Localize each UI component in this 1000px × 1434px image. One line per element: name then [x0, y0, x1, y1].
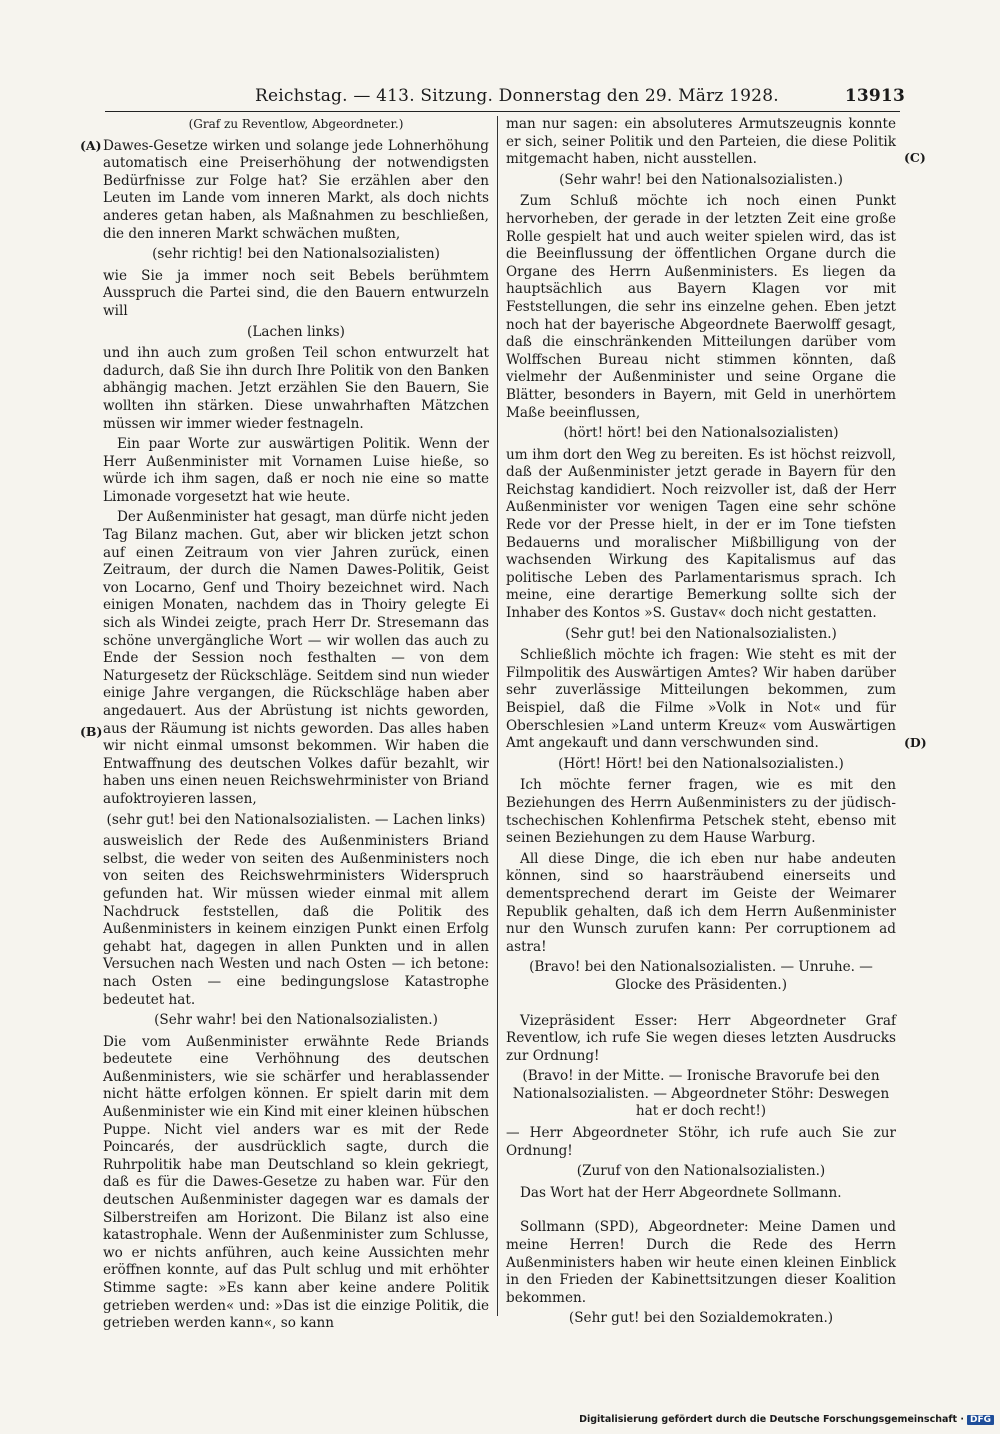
paragraph: — Herr Abgeordneter Stöhr, ich rufe auch Sie zur Ordnung! [506, 1125, 896, 1159]
paragraph: Ich möchte ferner fragen, wie es mit den Beziehungen des Herrn Außenministers zu der jüdisch-tschechischen Kohlenfirma Petschek steht, ebenso mit seinen Beziehungen zu dem Hause Warburg. [506, 777, 896, 847]
paragraph: Der Außenminister hat gesagt, man dürfe nicht jeden Tag Bilanz machen. Gut, aber wir blicken jetzt schon auf einen Zeitraum von vier Jahren zurück, einen Zeitraum, der durch die Namen Dawes-Politik, Geist von Locarno, Genf und Thoiry bezeichnet wird. Nach einigen Monaten, nachdem das in Thoiry gelegte Ei sich als Windei zeigte, prach Herr Dr. Stresemann das schöne unvergängliche Wort — wir wollen das auch zu Ende der Session noch festhalten — von dem Naturgesetz der Rückschläge. Seitdem sind nun wieder einige Jahre vergangen, die Rückschläge haben aber angedauert. Aus der Abrüstung ist nichts geworden, aus der Räumung ist nichts geworden. Das alles haben wir nicht einmal umsonst bekommen. Wir haben die Entwaffnung des deutschen Volkes dafür bezahlt, wir haben uns einen neuen Reichswehrminister von Briand aufoktroyieren lassen, [103, 509, 489, 807]
paragraph: All diese Dinge, die ich eben nur habe andeuten können, sind so haarsträubend einerseits und dementsprechend derart im Geiste der Weimarer Republik gehalten, daß ich dem Herrn Außenminister nur den Wunsch zurufen kann: Per corruptionem ad astra! [506, 850, 896, 955]
section-spacer [506, 1205, 896, 1219]
interjection: (Sehr gut! bei den Nationalsozialisten.) [565, 625, 837, 642]
paragraph: Schließlich möchte ich fragen: Wie steht es mit der Filmpolitik des Auswärtigen Amtes? Wir haben darüber sehr zuverlässige Mitteilungen bekommen, zum Beispiel, daß die Filme »Volk in Not« und für Oberschlesien »Land unterm Kreuz« vom Auswärtigen Amt angekauft und dann verschwunden sind. [506, 647, 896, 752]
margin-marker-d: (D) [904, 735, 927, 750]
paragraph: Das Wort hat der Herr Abgeordnete Sollmann. [520, 1184, 842, 1201]
paragraph: Ein paar Worte zur auswärtigen Politik. Wenn der Herr Außenminister mit Vornamen Luise hieße, so würde ich ihm sagen, daß er noch nie eine so matte Limonade vorgesetzt hat wie heute. [103, 436, 489, 505]
interjection: (Sehr wahr! bei den Nationalsozialisten.) [154, 1012, 438, 1029]
interjection: (Bravo! bei den Nationalsozialisten. — Unruhe. — Glocke des Präsidenten.) [529, 959, 873, 993]
interjection: (Bravo! in der Mitte. — Ironische Bravorufe bei den Nationalsozialisten. — Abgeordneter Stöhr: Deswegen hat er doch recht!) [512, 1068, 890, 1120]
header-rule [105, 111, 900, 112]
paragraph: Vizepräsident Esser: Herr Abgeordneter Graf Reventlow, ich rufe Sie wegen dieses letzten Ausdrucks zur Ordnung! [506, 1012, 896, 1064]
interjection: (sehr gut! bei den Nationalsozialisten. — Lachen links) [106, 811, 486, 828]
interjection: (Zuruf von den Nationalsozialisten.) [576, 1163, 826, 1180]
interjection: (sehr richtig! bei den Nationalsozialisten) [152, 246, 440, 263]
paragraph: ausweislich der Rede des Außenministers Briand selbst, die weder von seiten des Außenministers noch von seiten des Reichswehrministers Widerspruch gefunden hat. Wir müssen wieder einmal mit allem Nachdruck feststellen, daß die Politik des Außenministers in keinem einzigen Punkt einen Erfolg gehabt hat, dagegen in allen Punkten und in allen Versuchen nach Westen und nach Osten — ich betone: nach Osten — eine bedingungslose Katastrophe bedeutet hat. [103, 833, 489, 1008]
paragraph: um ihm dort den Weg zu bereiten. Es ist höchst reizvoll, daß der Außenminister jetzt gerade in Bayern für den Reichstag kandidiert. Noch reizvoller ist, daß der Herr Außenminister vor wenigen Tagen eine sehr schöne Rede vor der Presse hielt, in der er im Tone tiefsten Bedauerns und moralischer Mißbilligung von der wachsenden Wirkung des Kapitalismus auf das politische Leben des Parlamentarismus sprach. Ich meine, eine derartige Bemerkung sollte sich der Inhaber des Kontos »S. Gustav« doch nicht gestatten. [506, 446, 896, 622]
paragraph: Zum Schluß möchte ich noch einen Punkt hervorheben, der gerade in der letzten Zeit eine große Rolle gespielt hat und auch weiter spielen wird, das ist die Beeinflussung der öffentlichen Organe durch die Organe des Herrn Außenministers. Es liegen da hauptsächlich aus Bayern Klagen vor mit Feststellungen, die sehr ins einzelne gehen. Eben jetzt noch hat der bayerische Abgeordnete Baerwolff gesagt, daß die einschränkenden Mitteilungen darüber vom Wolffschen Bureau nicht stimmen könnten, daß vielmehr der Außenminister und seine Organe die Blätter, besonders in Bayern, mit Geld in unerhörtem Maße beeinflussen, [506, 193, 896, 421]
dfg-logo: DFG [967, 1415, 994, 1425]
interjection: (hört! hört! bei den Nationalsozialisten) [563, 425, 839, 442]
paragraph: Die vom Außenminister erwähnte Rede Briands bedeutete eine Verhöhnung des deutschen Außenministers, wie sie schärfer und herablassender nicht hätte erfolgen können. Er spielt darin mit dem Außenminister wie ein Kind mit einer kleinen hübschen Puppe. Nicht viel anders war es mit der Rede Poincarés, der ausdrücklich sagte, durch die Ruhrpolitik habe man Deutschland so klein gekriegt, daß es für die Dawes-Gesetze zu haben war. Für den deutschen Außenminister dagegen war es damals der Silberstreifen am Horizont. Die Bilanz ist also eine katastrophale. Wenn der Außenminister zum Schlusse, wo er nichts anführen, auch keine Aussichten mehr eröffnen konnte, auf das Pult schlug und mit erhöhter Stimme sagte: »Es kann aber keine andere Politik getrieben werden« und: »Das ist die einzige Politik, die getrieben werden kann«, so kann [103, 1033, 489, 1332]
margin-marker-b: (B) [80, 724, 103, 739]
interjection: (Sehr gut! bei den Sozialdemokraten.) [568, 1310, 834, 1327]
paragraph: wie Sie ja immer noch seit Bebels berühmtem Ausspruch die Partei sind, die den Bauern entwurzeln will [103, 267, 489, 319]
page-title: Reichstag. — 413. Sitzung. Donnerstag den 29. März 1928. [255, 86, 779, 106]
paragraph: und ihn auch zum großen Teil schon entwurzelt hat dadurch, daß Sie ihn durch Ihre Politik von den Banken abhängig machen. Jetzt erzählen Sie den Bauern, Sie wollten ihn stärken. Diese unwahrhaften Mätzchen müssen wir immer wieder festnageln. [103, 345, 489, 432]
left-column [103, 116, 489, 1336]
margin-marker-c: (C) [904, 150, 926, 165]
interjection: (Sehr wahr! bei den Nationalsozialisten.) [559, 171, 843, 188]
digitization-credit [579, 1414, 994, 1425]
interjection: (Hört! Hört! bei den Nationalsozialisten.) [558, 755, 844, 772]
speaker-tag: (Graf zu Reventlow, Abgeordneter.) [188, 117, 404, 131]
right-column [506, 116, 896, 1332]
column-divider [497, 116, 498, 1316]
interjection: (Lachen links) [247, 323, 345, 340]
paragraph: man nur sagen: ein absoluteres Armutszeugnis konnte er sich, seiner Politik und den Parteien, die diese Politik mitgemacht haben, nicht ausstellen. [506, 116, 896, 168]
margin-marker-a: (A) [80, 138, 102, 153]
page-number: 13913 [844, 86, 905, 106]
section-spacer [506, 999, 896, 1013]
credit-text: Digitalisierung gefördert durch die Deutsche Forschungsgemeinschaft · [579, 1414, 964, 1425]
paragraph: Dawes-Gesetze wirken und solange jede Lohnerhöhung automatisch eine Preiserhöhung der notwendigsten Bedürfnisse zur Folge hat? Sie erzählen aber den Leuten im Lande vom inneren Markt, als doch nichts anderes getan haben, als Maßnahmen zu beschließen, die den inneren Markt schwächen mußten, [103, 137, 489, 242]
paragraph: Sollmann (SPD), Abgeordneter: Meine Damen und meine Herren! Durch die Rede des Herrn Außenministers haben wir heute einen kleinen Einblick in den Frieden der Kabinettsitzungen dieser Koalition bekommen. [506, 1219, 896, 1306]
